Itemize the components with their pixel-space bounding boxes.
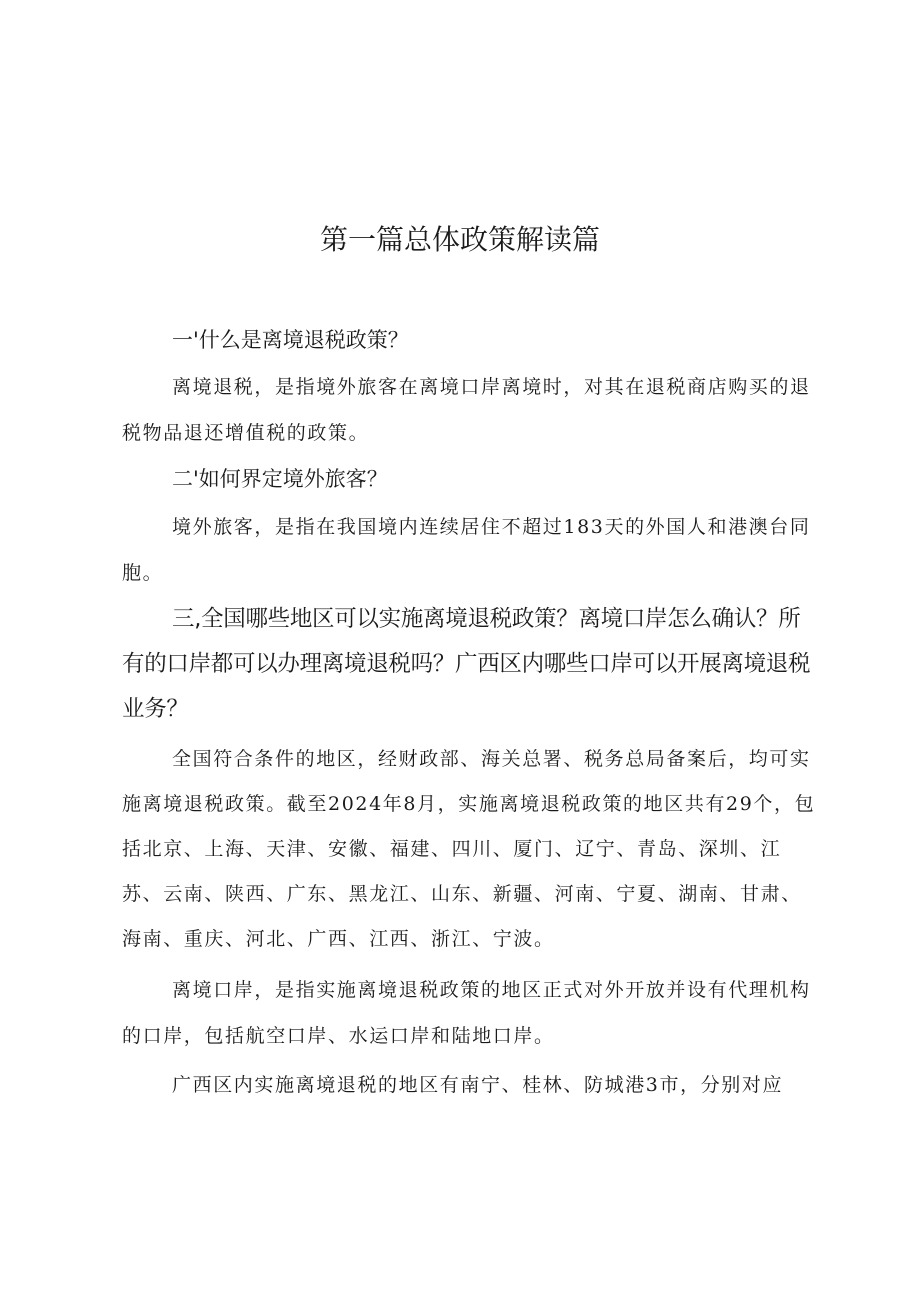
section-3-paragraph-2: 离境口岸，是指实施离境退税政策的地区正式对外开放并设有代理机构的口岸，包括航空口岸、水运口岸和陆地口岸。 bbox=[122, 979, 811, 1047]
section-1-heading: 一'什么是离境退税政策？ bbox=[172, 328, 409, 352]
section-1-paragraph: 离境退税，是指境外旅客在离境口岸离境时，对其在退税商店购买的退税物品退还增值税的政策。 bbox=[122, 376, 811, 444]
document-title: 第一篇总体政策解读篇 bbox=[319, 223, 600, 256]
section-2-paragraph: 境外旅客，是指在我国境内连续居住不超过183天的外国人和港澳台同胞。 bbox=[122, 516, 811, 584]
section-3-paragraph-1: 全国符合条件的地区，经财政部、海关总署、税务总局备案后，均可实施离境退税政策。截至2024年8月，实施离境退税政策的地区共有29个，包括北京、上海、天津、安徽、福建、四川、厦门、辽宁、青岛、深圳、江苏、云南、陕西、广东、黑龙江、山东、新疆、河南、宁夏、湖南、甘肃、海南、重庆、河北、广西、江西、浙江、宁波。 bbox=[122, 748, 816, 950]
section-3-paragraph-3: 广西区内实施离境退税的地区有南宁、桂林、防城港3市，分别对应 bbox=[172, 1074, 784, 1096]
section-3-heading: 三,全国哪些地区可以实施离境退税政策？离境口岸怎么确认？所有的口岸都可以办理离境退税吗？广西区内哪些口岸可以开展离境退税业务？ bbox=[122, 606, 811, 722]
section-2-heading: 二'如何界定境外旅客？ bbox=[172, 467, 388, 491]
